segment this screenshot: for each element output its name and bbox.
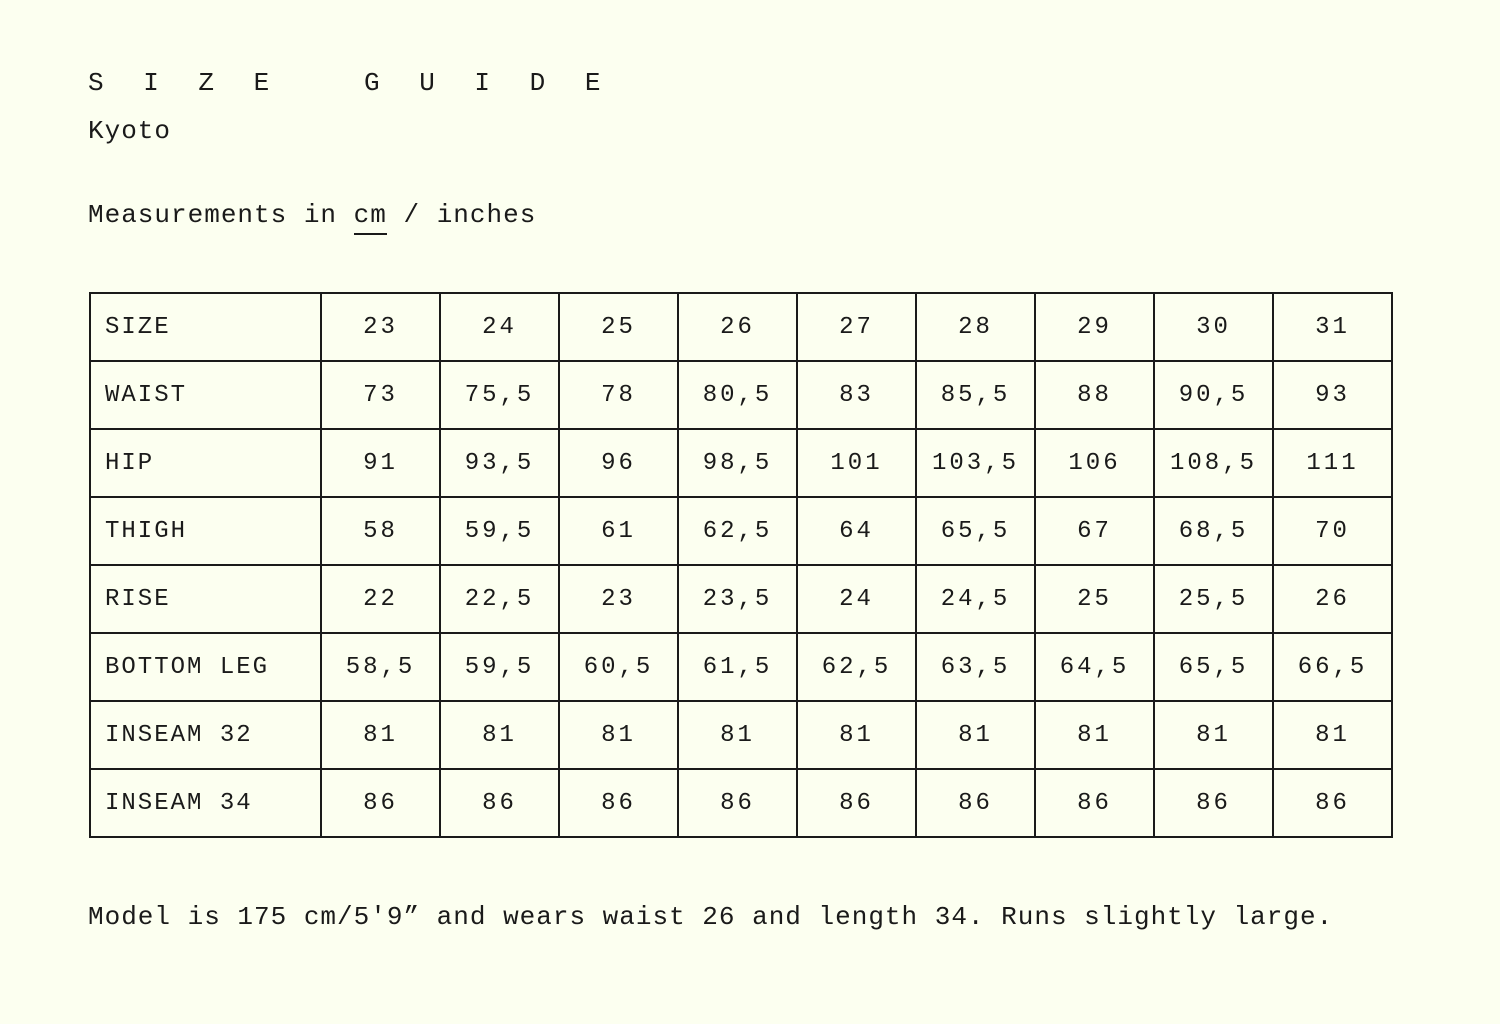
table-cell: 86 (678, 769, 797, 837)
table-cell: 62,5 (678, 497, 797, 565)
table-cell: 73 (321, 361, 440, 429)
table-cell: 22 (321, 565, 440, 633)
row-label: WAIST (90, 361, 321, 429)
row-label: BOTTOM LEG (90, 633, 321, 701)
table-cell: 58,5 (321, 633, 440, 701)
table-cell: 86 (559, 769, 678, 837)
table-row (90, 769, 1392, 837)
table-cell: 25,5 (1154, 565, 1273, 633)
table-cell: 29 (1035, 293, 1154, 361)
table-cell: 60,5 (559, 633, 678, 701)
table-cell: 63,5 (916, 633, 1035, 701)
table-cell: 59,5 (440, 497, 559, 565)
table-cell: 23 (559, 565, 678, 633)
table-cell: 81 (321, 701, 440, 769)
table-cell: 81 (678, 701, 797, 769)
table-cell: 80,5 (678, 361, 797, 429)
table-cell: 68,5 (1154, 497, 1273, 565)
table-cell: 96 (559, 429, 678, 497)
table-cell: 25 (1035, 565, 1154, 633)
row-label: RISE (90, 565, 321, 633)
unit-cm-link[interactable]: cm (354, 200, 387, 235)
table-cell: 86 (916, 769, 1035, 837)
table-row (90, 565, 1392, 633)
table-cell: 70 (1273, 497, 1392, 565)
units-prefix: Measurements in (88, 200, 338, 230)
table-cell: 27 (797, 293, 916, 361)
table-cell: 86 (797, 769, 916, 837)
table-cell: 75,5 (440, 361, 559, 429)
product-name: Kyoto (88, 116, 172, 146)
size-table-body (90, 293, 1392, 837)
table-cell: 85,5 (916, 361, 1035, 429)
size-table (89, 292, 1393, 838)
table-cell: 22,5 (440, 565, 559, 633)
table-cell: 98,5 (678, 429, 797, 497)
table-row (90, 361, 1392, 429)
table-cell: 26 (1273, 565, 1392, 633)
table-cell: 83 (797, 361, 916, 429)
table-cell: 81 (440, 701, 559, 769)
model-fit-note: Model is 175 cm/5'9” and wears waist 26 and length 34. Runs slightly large. (88, 902, 1334, 932)
units-switcher (88, 198, 536, 232)
table-cell: 66,5 (1273, 633, 1392, 701)
unit-inches-link[interactable]: inches (436, 200, 537, 230)
table-cell: 81 (1035, 701, 1154, 769)
table-cell: 86 (321, 769, 440, 837)
table-cell: 65,5 (916, 497, 1035, 565)
table-cell: 67 (1035, 497, 1154, 565)
table-cell: 101 (797, 429, 916, 497)
table-cell: 81 (916, 701, 1035, 769)
table-cell: 86 (1273, 769, 1392, 837)
table-cell: 81 (1154, 701, 1273, 769)
table-cell: 31 (1273, 293, 1392, 361)
table-cell: 93 (1273, 361, 1392, 429)
table-cell: 61,5 (678, 633, 797, 701)
table-row (90, 701, 1392, 769)
table-cell: 58 (321, 497, 440, 565)
table-cell: 81 (797, 701, 916, 769)
table-cell: 106 (1035, 429, 1154, 497)
table-cell: 90,5 (1154, 361, 1273, 429)
row-label: INSEAM 32 (90, 701, 321, 769)
table-cell: 111 (1273, 429, 1392, 497)
table-cell: 26 (678, 293, 797, 361)
table-row (90, 293, 1392, 361)
table-cell: 28 (916, 293, 1035, 361)
table-cell: 24 (440, 293, 559, 361)
table-cell: 86 (1154, 769, 1273, 837)
table-cell: 86 (1035, 769, 1154, 837)
table-row (90, 497, 1392, 565)
row-label: INSEAM 34 (90, 769, 321, 837)
table-cell: 62,5 (797, 633, 916, 701)
table-cell: 86 (440, 769, 559, 837)
table-cell: 24,5 (916, 565, 1035, 633)
table-cell: 91 (321, 429, 440, 497)
table-cell: 64 (797, 497, 916, 565)
table-cell: 64,5 (1035, 633, 1154, 701)
size-guide-title: S I Z E G U I D E (88, 68, 613, 98)
table-cell: 81 (1273, 701, 1392, 769)
table-cell: 93,5 (440, 429, 559, 497)
table-cell: 108,5 (1154, 429, 1273, 497)
table-cell: 30 (1154, 293, 1273, 361)
table-cell: 78 (559, 361, 678, 429)
row-label: SIZE (90, 293, 321, 361)
table-cell: 25 (559, 293, 678, 361)
units-separator: / (403, 200, 421, 230)
table-row (90, 429, 1392, 497)
table-cell: 24 (797, 565, 916, 633)
table-cell: 61 (559, 497, 678, 565)
table-cell: 59,5 (440, 633, 559, 701)
table-cell: 65,5 (1154, 633, 1273, 701)
table-cell: 88 (1035, 361, 1154, 429)
row-label: HIP (90, 429, 321, 497)
table-cell: 23 (321, 293, 440, 361)
table-cell: 103,5 (916, 429, 1035, 497)
table-cell: 23,5 (678, 565, 797, 633)
table-row (90, 633, 1392, 701)
table-cell: 81 (559, 701, 678, 769)
row-label: THIGH (90, 497, 321, 565)
